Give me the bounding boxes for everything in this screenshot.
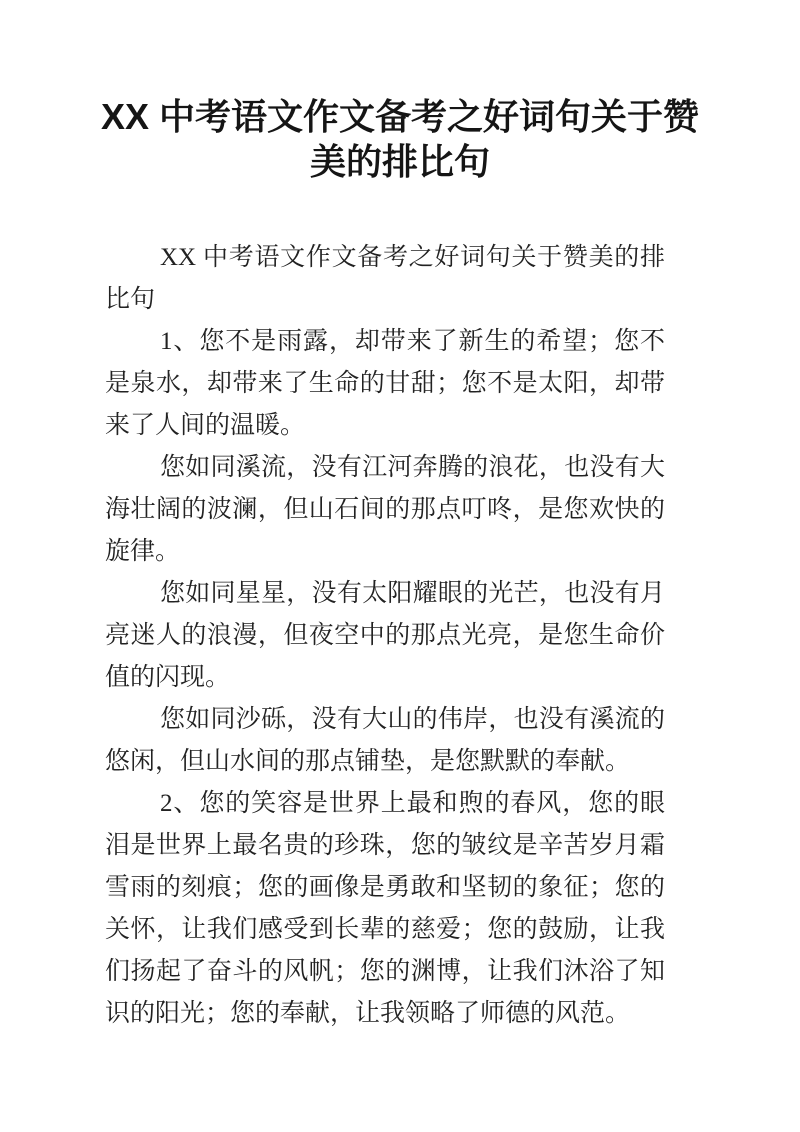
body-paragraph: 您如同沙砾，没有大山的伟岸，也没有溪流的悠闲，但山水间的那点铺垫，是您默默的奉献。	[105, 706, 665, 775]
body-paragraph: 2、您的笑容是世界上最和煦的春风，您的眼泪是世界上最名贵的珍珠，您的皱纹是辛苦岁月霜雪雨的刻痕；您的画像是勇敢和坚韧的象征；您的关怀，让我们感受到长辈的慈爱；您的鼓励，让我们扬起了奋斗的风帆；您的渊博，让我们沐浴了知识的阳光；您的奉献，让我领略了师德的风范。	[105, 790, 665, 1027]
document-title: XX 中考语文作文备考之好词句关于赞美的排比句	[100, 96, 700, 182]
body-paragraph: XX 中考语文作文备考之好词句关于赞美的排比句	[105, 244, 665, 313]
body-paragraph: 您如同溪流，没有江河奔腾的浪花，也没有大海壮阔的波澜，但山石间的那点叮咚，是您欢快的旋律。	[105, 454, 665, 565]
body-paragraph: 1、您不是雨露，却带来了新生的希望；您不是泉水，却带来了生命的甘甜；您不是太阳，却带来了人间的温暖。	[105, 328, 665, 439]
document-body	[0, 237, 800, 1035]
body-paragraph: 您如同星星，没有太阳耀眼的光芒，也没有月亮迷人的浪漫，但夜空中的那点光亮，是您生命价值的闪现。	[105, 580, 665, 691]
